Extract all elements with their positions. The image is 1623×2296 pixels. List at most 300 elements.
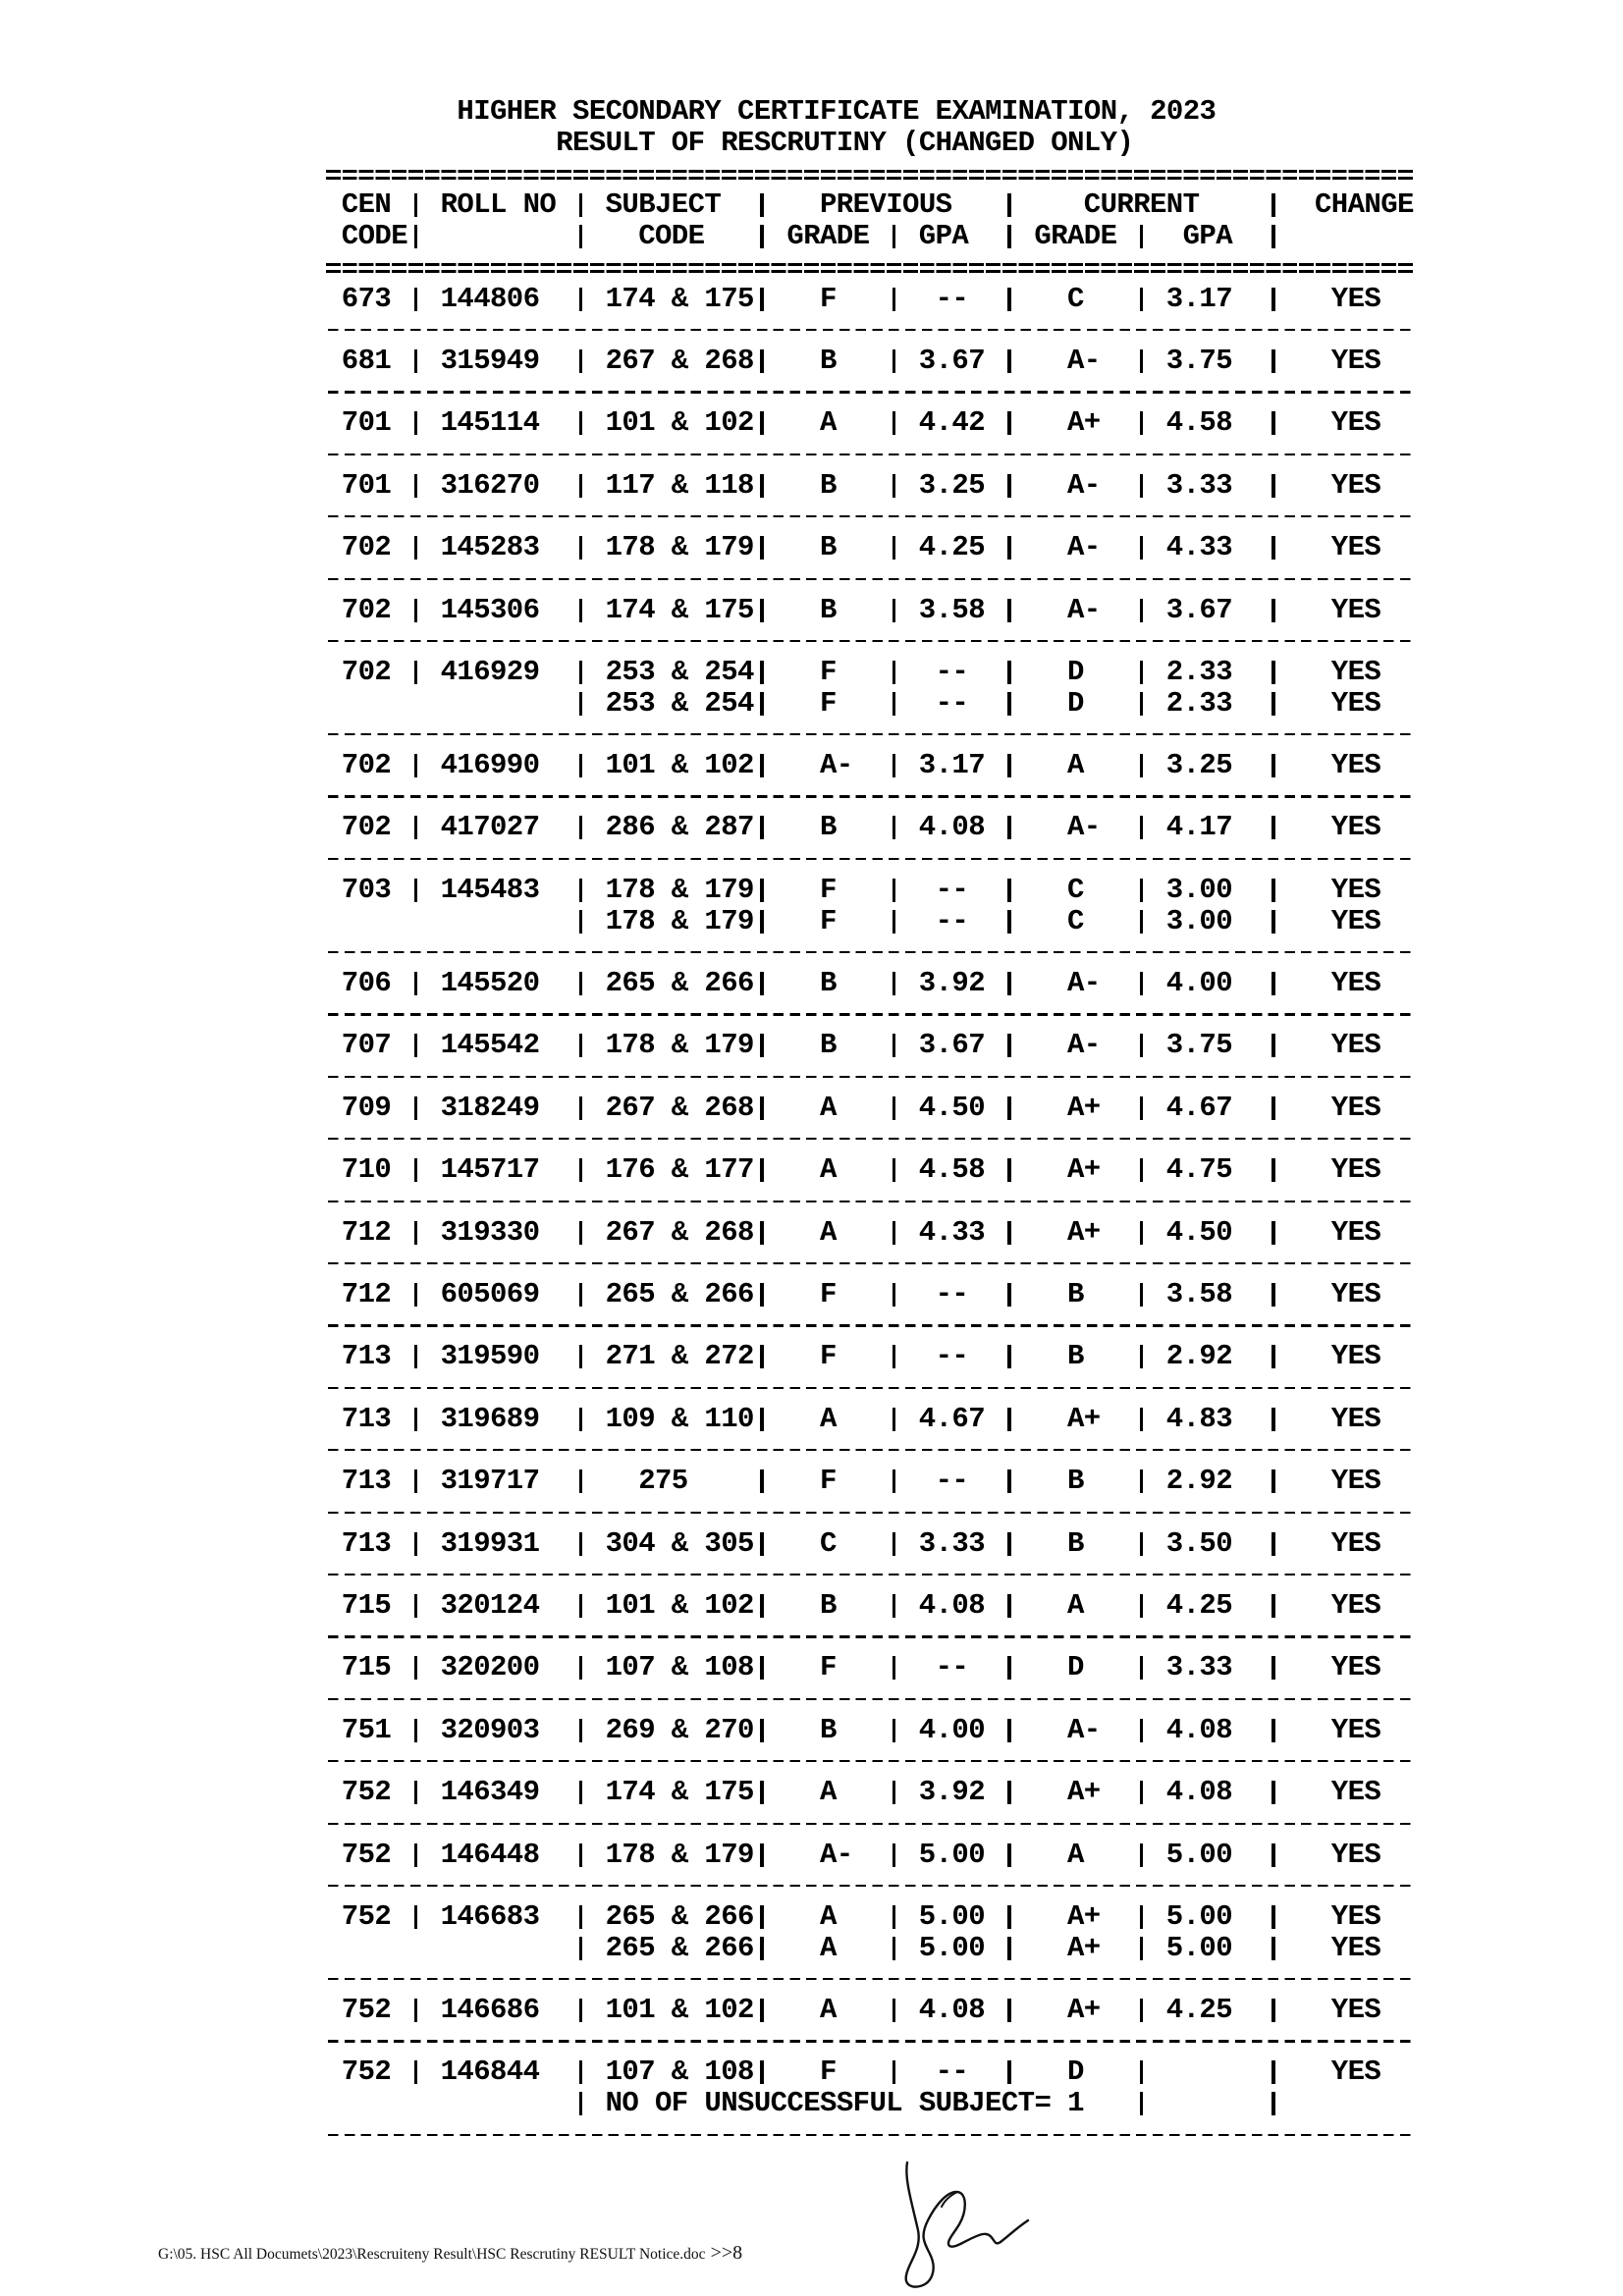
subject-code: 275 — [638, 1465, 688, 1498]
subject-code: 174 & 175 — [605, 282, 754, 315]
previous-grade: B — [820, 1029, 837, 1062]
roll-no: 320124 — [440, 1588, 540, 1622]
column-separator — [407, 972, 424, 995]
table-row — [325, 284, 1414, 315]
change-status: YES — [1330, 749, 1381, 782]
column-separator — [754, 879, 771, 902]
column-separator — [1266, 1905, 1282, 1929]
header-current-grade: GRADE — [1034, 220, 1117, 253]
column-separator — [1266, 2060, 1282, 2084]
roll-no: 319931 — [440, 1526, 540, 1560]
table-header-row — [325, 189, 1414, 221]
column-separator — [572, 879, 589, 902]
column-separator — [1001, 474, 1018, 498]
previous-gpa: -- — [935, 1340, 969, 1373]
column-separator — [407, 1905, 424, 1929]
previous-grade: F — [820, 1465, 837, 1498]
column-separator — [886, 599, 902, 622]
roll-no: 315949 — [440, 344, 540, 377]
cen-code: 715 — [341, 1651, 392, 1684]
column-separator — [1133, 1096, 1150, 1120]
column-separator — [1133, 1905, 1150, 1929]
table-row — [325, 1093, 1414, 1124]
current-grade: A- — [1067, 811, 1101, 844]
current-grade: A- — [1067, 531, 1101, 564]
current-grade: B — [1067, 1277, 1084, 1310]
column-separator — [407, 1656, 424, 1680]
table-row-continuation — [325, 906, 1414, 937]
change-status: YES — [1330, 1215, 1381, 1249]
roll-no: 145283 — [440, 531, 540, 564]
column-separator — [407, 349, 424, 373]
header-previous-gpa: GPA — [918, 220, 969, 253]
column-separator — [407, 599, 424, 622]
subject-code: 107 & 108 — [605, 2056, 754, 2089]
column-separator — [1266, 349, 1282, 373]
column-separator — [754, 288, 771, 311]
column-separator — [1001, 1594, 1018, 1618]
table-row — [325, 1217, 1414, 1249]
current-grade: A — [1067, 1838, 1084, 1871]
roll-no: 145114 — [440, 406, 540, 440]
change-status: YES — [1330, 1029, 1381, 1062]
current-grade: D — [1067, 1651, 1084, 1684]
header-previous-grade: GRADE — [786, 220, 870, 253]
column-separator — [407, 1532, 424, 1556]
subject-code: 101 & 102 — [605, 749, 754, 782]
column-separator — [754, 411, 771, 435]
column-separator — [754, 661, 771, 684]
column-separator — [1133, 879, 1150, 902]
column-separator — [754, 1345, 771, 1368]
previous-gpa: -- — [935, 655, 969, 688]
column-separator — [1133, 536, 1150, 560]
header-change: CHANGE — [1315, 188, 1414, 222]
previous-gpa: 3.67 — [918, 344, 986, 377]
cen-code: 752 — [341, 1776, 392, 1809]
change-status: YES — [1330, 1153, 1381, 1187]
current-grade: B — [1067, 1465, 1084, 1498]
table-row — [325, 1154, 1414, 1186]
cen-code: 751 — [341, 1713, 392, 1746]
cen-code: 713 — [341, 1465, 392, 1498]
column-separator — [572, 288, 589, 311]
change-status: YES — [1330, 1588, 1381, 1622]
cen-code: 752 — [341, 2056, 392, 2089]
table-row — [325, 657, 1414, 688]
column-separator — [1133, 1408, 1150, 1431]
table-row — [325, 812, 1414, 843]
column-separator — [407, 816, 424, 839]
previous-gpa: 5.00 — [918, 1931, 986, 1964]
column-separator — [1001, 1656, 1018, 1680]
header-previous: PREVIOUS — [820, 188, 952, 222]
table-row — [325, 1404, 1414, 1435]
column-separator — [1266, 1532, 1282, 1556]
header-subject-sub: CODE — [638, 220, 705, 253]
column-separator — [572, 1719, 589, 1742]
column-separator — [1266, 1096, 1282, 1120]
table-row — [325, 1590, 1414, 1622]
column-separator — [1001, 1937, 1018, 1960]
row-divider — [325, 515, 1414, 517]
row-divider — [325, 1885, 1414, 1887]
change-status: YES — [1330, 344, 1381, 377]
previous-gpa: 4.42 — [918, 406, 986, 440]
column-separator — [1001, 411, 1018, 435]
previous-grade: B — [820, 811, 837, 844]
column-separator — [754, 1096, 771, 1120]
column-separator — [886, 2060, 902, 2084]
cen-code: 702 — [341, 749, 392, 782]
column-separator — [1133, 599, 1150, 622]
change-status: YES — [1330, 406, 1381, 440]
column-separator — [1266, 536, 1282, 560]
column-separator — [1001, 910, 1018, 934]
column-separator — [572, 474, 589, 498]
column-separator — [754, 599, 771, 622]
row-divider — [325, 733, 1414, 735]
current-grade: A- — [1067, 468, 1101, 502]
column-separator — [886, 1345, 902, 1368]
column-separator — [754, 474, 771, 498]
subject-code: 117 & 118 — [605, 468, 754, 502]
column-separator — [572, 599, 589, 622]
previous-grade: F — [820, 1277, 837, 1310]
current-gpa: 5.00 — [1165, 1931, 1233, 1964]
column-separator — [1266, 879, 1282, 902]
column-separator — [1133, 972, 1150, 995]
column-separator — [1133, 754, 1150, 777]
column-separator — [1001, 1999, 1018, 2022]
column-separator — [572, 1158, 589, 1182]
unsuccessful-note: NO OF UNSUCCESSFUL SUBJECT= 1 — [605, 2087, 1084, 2120]
current-gpa: 3.25 — [1165, 749, 1233, 782]
previous-grade: B — [820, 1588, 837, 1622]
column-separator — [1001, 1905, 1018, 1929]
current-grade: D — [1067, 686, 1084, 720]
column-separator — [1001, 661, 1018, 684]
change-status: YES — [1330, 1340, 1381, 1373]
column-separator — [754, 193, 771, 217]
column-separator — [1133, 692, 1150, 716]
current-grade: A+ — [1067, 1994, 1101, 2027]
column-separator — [1266, 2092, 1282, 2115]
current-gpa: 4.83 — [1165, 1402, 1233, 1435]
cen-code: 702 — [341, 655, 392, 688]
change-status: YES — [1330, 1713, 1381, 1746]
previous-gpa: 4.58 — [918, 1153, 986, 1187]
subject-code: 174 & 175 — [605, 593, 754, 626]
subtitle-line — [325, 128, 1414, 159]
column-separator — [572, 225, 589, 248]
current-gpa: 4.17 — [1165, 811, 1233, 844]
column-separator — [1266, 816, 1282, 839]
subject-code: 178 & 179 — [605, 873, 754, 906]
roll-no: 316270 — [440, 468, 540, 502]
signature — [898, 2160, 1036, 2291]
previous-grade: B — [820, 344, 837, 377]
column-separator — [1001, 1408, 1018, 1431]
column-separator — [1266, 411, 1282, 435]
current-gpa: 2.33 — [1165, 686, 1233, 720]
previous-grade: B — [820, 1713, 837, 1746]
current-gpa: 3.58 — [1165, 1277, 1233, 1310]
column-separator — [1266, 754, 1282, 777]
column-separator — [572, 910, 589, 934]
subject-code: 176 & 177 — [605, 1153, 754, 1187]
column-separator — [1266, 1781, 1282, 1804]
roll-no: 146844 — [440, 2056, 540, 2089]
subject-code: 253 & 254 — [605, 686, 754, 720]
previous-grade: B — [820, 531, 837, 564]
subject-code: 304 & 305 — [605, 1526, 754, 1560]
column-separator — [1266, 225, 1282, 248]
current-gpa: 3.75 — [1165, 1029, 1233, 1062]
column-separator — [1001, 1781, 1018, 1804]
column-separator — [1133, 1656, 1150, 1680]
roll-no: 145520 — [440, 966, 540, 999]
column-separator — [754, 1408, 771, 1431]
previous-grade: A — [820, 1153, 837, 1187]
subject-code: 269 & 270 — [605, 1713, 754, 1746]
subject-code: 178 & 179 — [605, 1838, 754, 1871]
row-divider — [325, 1013, 1414, 1015]
column-separator — [1266, 1408, 1282, 1431]
previous-gpa: 4.50 — [918, 1091, 986, 1124]
subject-code: 174 & 175 — [605, 1776, 754, 1809]
column-separator — [886, 1096, 902, 1120]
column-separator — [754, 972, 771, 995]
cen-code: 703 — [341, 873, 392, 906]
column-separator — [1133, 1937, 1150, 1960]
column-separator — [886, 1937, 902, 1960]
previous-grade: F — [820, 904, 837, 937]
change-status: YES — [1330, 873, 1381, 906]
change-status: YES — [1330, 282, 1381, 315]
column-separator — [1266, 1656, 1282, 1680]
previous-gpa: -- — [935, 904, 969, 937]
current-gpa: 4.50 — [1165, 1215, 1233, 1249]
roll-no: 146683 — [440, 1899, 540, 1933]
previous-grade: B — [820, 593, 837, 626]
title-line — [325, 96, 1414, 128]
previous-gpa: 5.00 — [918, 1838, 986, 1871]
double-rule — [325, 170, 1414, 180]
column-separator — [1001, 536, 1018, 560]
column-separator — [1266, 599, 1282, 622]
subject-code: 101 & 102 — [605, 1588, 754, 1622]
change-status: YES — [1330, 686, 1381, 720]
row-divider — [325, 1635, 1414, 1637]
column-separator — [1133, 661, 1150, 684]
column-separator — [572, 536, 589, 560]
header-cen-sub: CODE — [341, 220, 408, 253]
column-separator — [1266, 1594, 1282, 1618]
column-separator — [1133, 1999, 1150, 2022]
roll-no: 145542 — [440, 1029, 540, 1062]
previous-gpa: 5.00 — [918, 1899, 986, 1933]
cen-code: 713 — [341, 1402, 392, 1435]
current-gpa: 3.75 — [1165, 344, 1233, 377]
column-separator — [407, 1034, 424, 1057]
roll-no: 146448 — [440, 1838, 540, 1871]
previous-grade: A — [820, 1899, 837, 1933]
current-gpa: 4.67 — [1165, 1091, 1233, 1124]
column-separator — [1266, 1937, 1282, 1960]
current-grade: C — [1067, 904, 1084, 937]
column-separator — [1266, 1719, 1282, 1742]
subject-code: 267 & 268 — [605, 1091, 754, 1124]
previous-grade: F — [820, 1340, 837, 1373]
column-separator — [1133, 1532, 1150, 1556]
change-status: YES — [1330, 1838, 1381, 1871]
column-separator — [1001, 1096, 1018, 1120]
column-separator — [754, 1719, 771, 1742]
column-separator — [407, 193, 424, 217]
previous-gpa: 4.00 — [918, 1713, 986, 1746]
current-gpa: 2.92 — [1165, 1340, 1233, 1373]
subject-code: 267 & 268 — [605, 344, 754, 377]
current-gpa: 2.33 — [1165, 655, 1233, 688]
column-separator — [407, 1999, 424, 2022]
previous-grade: A — [820, 1091, 837, 1124]
subject-code: 109 & 110 — [605, 1402, 754, 1435]
table-row — [325, 1777, 1414, 1808]
roll-no: 319330 — [440, 1215, 540, 1249]
column-separator — [886, 910, 902, 934]
column-separator — [754, 1656, 771, 1680]
roll-no: 144806 — [440, 282, 540, 315]
column-separator — [754, 1034, 771, 1057]
column-separator — [407, 411, 424, 435]
table-row — [325, 1715, 1414, 1746]
current-grade: A+ — [1067, 1153, 1101, 1187]
roll-no: 319689 — [440, 1402, 540, 1435]
column-separator — [754, 816, 771, 839]
column-separator — [886, 474, 902, 498]
column-separator — [1133, 1034, 1150, 1057]
subject-code: 178 & 179 — [605, 1029, 754, 1062]
subject-code: 253 & 254 — [605, 655, 754, 688]
current-gpa: 4.75 — [1165, 1153, 1233, 1187]
change-status: YES — [1330, 1994, 1381, 2027]
previous-grade: A- — [820, 749, 853, 782]
column-separator — [1133, 2092, 1150, 2115]
table-row — [325, 1279, 1414, 1310]
column-separator — [1001, 1034, 1018, 1057]
column-separator — [407, 1221, 424, 1245]
change-status: YES — [1330, 1776, 1381, 1809]
roll-no: 416929 — [440, 655, 540, 688]
change-status: YES — [1330, 1465, 1381, 1498]
column-separator — [1266, 1034, 1282, 1057]
column-separator — [1001, 972, 1018, 995]
column-separator — [407, 1469, 424, 1493]
previous-gpa: -- — [935, 873, 969, 906]
column-separator — [407, 536, 424, 560]
column-separator — [407, 1096, 424, 1120]
column-separator — [886, 754, 902, 777]
column-separator — [407, 225, 424, 248]
column-separator — [407, 1719, 424, 1742]
column-separator — [407, 1283, 424, 1307]
row-divider — [325, 2040, 1414, 2042]
current-grade: A- — [1067, 344, 1101, 377]
column-separator — [1001, 349, 1018, 373]
current-gpa: 4.08 — [1165, 1776, 1233, 1809]
column-separator — [1001, 1283, 1018, 1307]
column-separator — [886, 411, 902, 435]
column-separator — [572, 1656, 589, 1680]
change-status: YES — [1330, 904, 1381, 937]
cen-code: 707 — [341, 1029, 392, 1062]
roll-no: 145306 — [440, 593, 540, 626]
cen-code: 701 — [341, 468, 392, 502]
header-subject: SUBJECT — [605, 188, 722, 222]
subject-code: 101 & 102 — [605, 406, 754, 440]
cen-code: 702 — [341, 531, 392, 564]
column-separator — [1001, 754, 1018, 777]
column-separator — [754, 1594, 771, 1618]
page-marker: >>8 — [710, 2242, 743, 2264]
row-divider — [325, 1262, 1414, 1264]
current-grade: C — [1067, 282, 1084, 315]
current-grade: A- — [1067, 1713, 1101, 1746]
column-separator — [407, 1408, 424, 1431]
header-current: CURRENT — [1083, 188, 1200, 222]
column-separator — [572, 816, 589, 839]
table-header-row — [325, 221, 1414, 252]
column-separator — [754, 225, 771, 248]
column-separator — [1266, 1469, 1282, 1493]
table-row — [325, 1341, 1414, 1372]
previous-gpa: 3.58 — [918, 593, 986, 626]
column-separator — [407, 1843, 424, 1867]
current-grade: A — [1067, 749, 1084, 782]
change-status: YES — [1330, 2056, 1381, 2089]
column-separator — [407, 879, 424, 902]
current-grade: B — [1067, 1526, 1084, 1560]
roll-no: 416990 — [440, 749, 540, 782]
column-separator — [1001, 1345, 1018, 1368]
current-gpa: 3.67 — [1165, 593, 1233, 626]
current-gpa: 3.00 — [1165, 873, 1233, 906]
column-separator — [407, 754, 424, 777]
table-row-continuation — [325, 688, 1414, 720]
previous-gpa: 3.92 — [918, 1776, 986, 1809]
column-separator — [572, 661, 589, 684]
column-separator — [754, 1781, 771, 1804]
previous-gpa: 3.67 — [918, 1029, 986, 1062]
change-status: YES — [1330, 468, 1381, 502]
table-row — [325, 875, 1414, 906]
previous-gpa: 4.25 — [918, 531, 986, 564]
current-gpa: 2.92 — [1165, 1465, 1233, 1498]
current-grade: C — [1067, 873, 1084, 906]
current-gpa: 4.00 — [1165, 966, 1233, 999]
previous-grade: A — [820, 1402, 837, 1435]
column-separator — [754, 1532, 771, 1556]
column-separator — [1001, 1843, 1018, 1867]
column-separator — [1001, 599, 1018, 622]
previous-grade: C — [820, 1526, 837, 1560]
previous-grade: A — [820, 406, 837, 440]
column-separator — [1266, 1283, 1282, 1307]
cen-code: 712 — [341, 1277, 392, 1310]
column-separator — [1133, 910, 1150, 934]
previous-gpa: 3.33 — [918, 1526, 986, 1560]
